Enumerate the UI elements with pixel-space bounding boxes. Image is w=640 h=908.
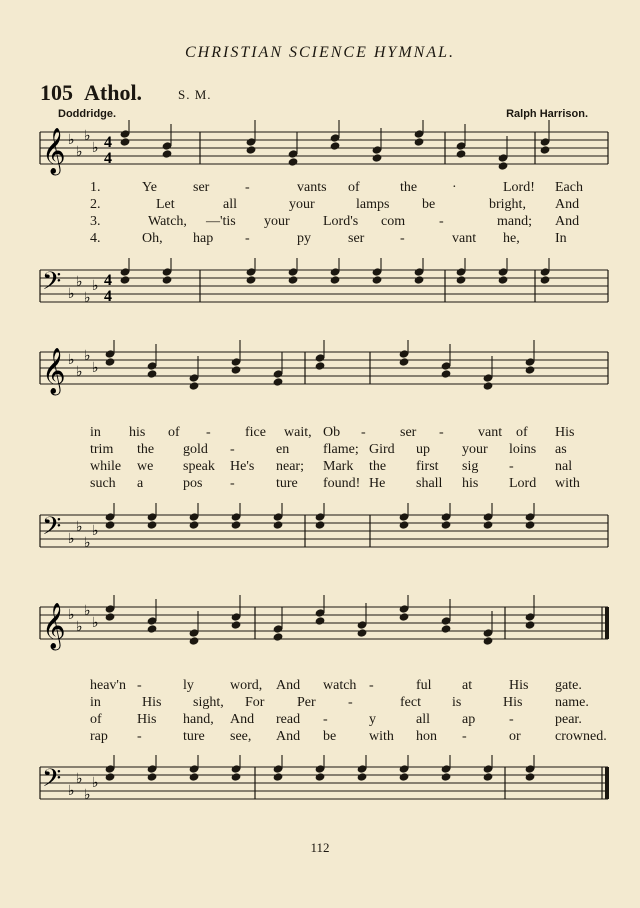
treble-clef-icon: 𝄞	[42, 603, 66, 649]
lyric-syllable: crowned.	[555, 729, 607, 744]
lyric-syllable: -	[509, 459, 514, 474]
hymn-meter: S. M.	[178, 87, 212, 102]
lyric-syllable: sig	[462, 459, 479, 474]
treble-clef-icon: 𝄞	[42, 128, 66, 174]
lyric-syllable: His	[555, 425, 575, 440]
lyric-syllable: -	[323, 712, 328, 727]
lyric-syllable: -	[230, 476, 235, 491]
lyric-syllable: he,	[503, 231, 520, 246]
lyric-syllable: first	[416, 459, 439, 474]
lyric-syllable: 2.	[90, 197, 101, 212]
lyric-syllable: Oh,	[142, 231, 163, 246]
flat-icon: ♭	[92, 615, 99, 631]
lyric-line	[90, 729, 607, 746]
lyric-syllable: -	[462, 729, 467, 744]
bass-staff-system-1	[0, 258, 640, 328]
lyric-syllable: with	[555, 476, 580, 491]
flat-icon: ♭	[92, 360, 99, 376]
lyric-syllable: fect	[400, 695, 421, 710]
flat-icon: ♭	[76, 771, 83, 787]
lyric-syllable: of	[90, 712, 102, 727]
hymn-title: Athol.	[84, 80, 143, 105]
lyric-syllable: name.	[555, 695, 589, 710]
lyric-syllable: gate.	[555, 678, 582, 693]
lyric-syllable: -	[509, 712, 514, 727]
bass-staff-system-3	[0, 755, 640, 835]
time-signature-icon: 4	[104, 150, 112, 167]
lyric-syllable: Mark	[323, 459, 354, 474]
lyric-syllable: flame;	[323, 442, 359, 457]
lyric-syllable: wait,	[284, 425, 312, 440]
lyric-syllable: of	[348, 180, 360, 195]
lyric-syllable: And	[276, 729, 301, 744]
flat-icon: ♭	[68, 352, 75, 368]
lyric-syllable: with	[369, 729, 394, 744]
lyric-syllable: mand;	[497, 214, 532, 229]
lyric-syllable: -	[137, 678, 142, 693]
lyric-line	[90, 197, 600, 214]
lyric-syllable: -	[137, 729, 142, 744]
lyric-syllable: And	[555, 214, 580, 229]
lyric-syllable: ful	[416, 678, 432, 693]
treble-staff-system-3	[0, 595, 640, 675]
lyric-syllable: -	[230, 442, 235, 457]
lyric-line	[90, 712, 600, 729]
lyric-line	[90, 180, 600, 197]
lyric-syllable: all	[223, 197, 237, 212]
lyric-syllable: your	[289, 197, 315, 212]
lyric-line	[90, 459, 600, 476]
lyric-syllable: Gird	[369, 442, 395, 457]
flat-icon: ♭	[84, 535, 91, 551]
lyric-syllable: -	[369, 678, 374, 693]
lyric-syllable: your	[264, 214, 290, 229]
lyric-syllable: see,	[230, 729, 252, 744]
flat-icon: ♭	[76, 274, 83, 290]
lyric-syllable: vant	[452, 231, 477, 246]
lyrics-system-1	[90, 180, 600, 248]
lyric-syllable: —'tis	[206, 214, 236, 229]
lyric-syllable: 4.	[90, 231, 101, 246]
lyric-syllable: of	[168, 425, 180, 440]
flat-icon: ♭	[76, 619, 83, 635]
lyric-syllable: His	[142, 695, 162, 710]
flat-icon: ♭	[68, 531, 75, 547]
time-signature-icon: 4	[104, 272, 112, 289]
lyric-syllable: heav'n	[90, 678, 126, 693]
lyric-syllable: ap	[462, 712, 476, 727]
flat-icon: ♭	[68, 132, 75, 148]
flat-icon: ♭	[76, 519, 83, 535]
lyric-syllable: speak	[183, 459, 215, 474]
hymn-author: Doddridge.	[58, 108, 117, 120]
flat-icon: ♭	[76, 144, 83, 160]
hymn-number: 105	[40, 80, 73, 105]
lyric-syllable: He	[369, 476, 386, 491]
lyric-syllable: rap	[90, 729, 108, 744]
lyric-syllable: com	[381, 214, 406, 229]
lyric-syllable: as	[555, 442, 567, 457]
page-number: 112	[310, 840, 330, 855]
lyric-syllable: such	[90, 476, 116, 491]
lyric-syllable: in	[90, 695, 101, 710]
lyric-syllable: His	[137, 712, 157, 727]
lyric-syllable: lamps	[356, 197, 390, 212]
flat-icon: ♭	[92, 140, 99, 156]
lyric-syllable: His	[509, 678, 529, 693]
lyric-syllable: gold	[183, 442, 208, 457]
lyric-syllable: ly	[183, 678, 194, 693]
lyric-syllable: hap	[193, 231, 214, 246]
lyric-syllable: hand,	[183, 712, 214, 727]
lyric-syllable: your	[462, 442, 488, 457]
lyric-syllable: ture	[183, 729, 205, 744]
lyric-syllable: -	[245, 231, 250, 246]
hymn-composer: Ralph Harrison.	[506, 108, 588, 120]
lyric-syllable: we	[137, 459, 154, 474]
lyric-line	[90, 442, 600, 459]
lyric-syllable: watch	[323, 678, 357, 693]
bass-clef-icon: 𝄢	[42, 267, 62, 302]
lyric-syllable: fice	[245, 425, 266, 440]
lyric-syllable: -	[206, 425, 211, 440]
lyric-syllable: vants	[297, 180, 327, 195]
lyric-syllable: pos	[183, 476, 203, 491]
lyric-syllable: or	[509, 729, 521, 744]
flat-icon: ♭	[84, 348, 91, 364]
lyric-syllable: his	[129, 425, 146, 440]
lyric-syllable: be	[422, 197, 436, 212]
lyric-syllable: of	[516, 425, 528, 440]
lyric-syllable: sight,	[193, 695, 224, 710]
lyric-syllable: the	[369, 459, 387, 474]
lyric-syllable: 3.	[90, 214, 101, 229]
running-head: CHRISTIAN SCIENCE HYMNAL.	[184, 44, 455, 61]
lyric-syllable: hon	[416, 729, 437, 744]
lyric-line	[90, 695, 600, 712]
flat-icon: ♭	[92, 278, 99, 294]
lyric-syllable: Ye	[142, 180, 157, 195]
flat-icon: ♭	[68, 607, 75, 623]
flat-icon: ♭	[92, 775, 99, 791]
lyric-syllable: is	[452, 695, 462, 710]
lyric-syllable: y	[369, 712, 376, 727]
flat-icon: ♭	[68, 286, 75, 302]
lyric-syllable: His	[503, 695, 523, 710]
lyric-syllable: while	[90, 459, 122, 474]
lyric-syllable: pear.	[555, 712, 582, 727]
lyric-syllable: vant	[478, 425, 503, 440]
lyric-syllable: all	[416, 712, 430, 727]
lyric-syllable: For	[245, 695, 265, 710]
lyrics-system-2	[90, 425, 600, 493]
treble-clef-icon: 𝄞	[42, 348, 66, 394]
lyric-syllable: -	[439, 214, 444, 229]
lyric-syllable: ture	[276, 476, 298, 491]
lyric-syllable: -	[348, 695, 353, 710]
lyric-syllable: en	[276, 442, 290, 457]
lyric-syllable: He's	[230, 459, 255, 474]
lyric-syllable: nal	[555, 459, 573, 474]
lyric-syllable: the	[400, 180, 418, 195]
flat-icon: ♭	[84, 603, 91, 619]
flat-icon: ♭	[68, 783, 75, 799]
flat-icon: ♭	[76, 364, 83, 380]
lyric-syllable: Ob	[323, 425, 341, 440]
flat-icon: ♭	[92, 523, 99, 539]
lyric-syllable: a	[137, 476, 144, 491]
lyric-line	[90, 476, 600, 493]
lyric-syllable: trim	[90, 442, 114, 457]
lyric-syllable: -	[439, 425, 444, 440]
treble-staff-system-2	[0, 340, 640, 420]
lyric-syllable: And	[276, 678, 301, 693]
lyric-syllable: Watch,	[148, 214, 187, 229]
lyric-syllable: -	[245, 180, 250, 195]
lyric-syllable: near;	[276, 459, 304, 474]
lyric-syllable: Lord!	[503, 180, 535, 195]
lyric-syllable: -	[400, 231, 405, 246]
lyric-syllable: ser	[400, 425, 417, 440]
lyric-syllable: Lord's	[323, 214, 359, 229]
lyric-syllable: word,	[230, 678, 263, 693]
lyric-syllable: shall	[416, 476, 443, 491]
flat-icon: ♭	[84, 290, 91, 306]
lyric-syllable: 1.	[90, 180, 101, 195]
lyrics-system-3	[90, 678, 607, 746]
lyric-line	[90, 231, 600, 248]
lyric-syllable: Each	[555, 180, 583, 195]
lyric-syllable: up	[416, 442, 430, 457]
time-signature-icon: 4	[104, 288, 112, 305]
lyric-syllable: ser	[348, 231, 365, 246]
flat-icon: ♭	[84, 787, 91, 803]
lyric-syllable: his	[462, 476, 479, 491]
lyric-syllable: And	[230, 712, 255, 727]
lyric-syllable: be	[323, 729, 337, 744]
lyric-syllable: bright,	[489, 197, 526, 212]
lyric-syllable: at	[462, 678, 473, 693]
lyric-syllable: In	[555, 231, 567, 246]
lyric-syllable: Per	[297, 695, 316, 710]
lyric-syllable: Let	[156, 197, 175, 212]
lyric-syllable: read	[276, 712, 301, 727]
lyric-line	[90, 214, 600, 231]
lyric-syllable: in	[90, 425, 101, 440]
lyric-syllable: -	[361, 425, 366, 440]
lyric-syllable: py	[297, 231, 311, 246]
lyric-syllable: loins	[509, 442, 537, 457]
lyric-syllable: the	[137, 442, 155, 457]
flat-icon: ♭	[84, 128, 91, 144]
time-signature-icon: 4	[104, 134, 112, 151]
lyric-syllable: And	[555, 197, 580, 212]
bass-clef-icon: 𝄢	[42, 512, 62, 547]
lyric-syllable: Lord	[509, 476, 537, 491]
lyric-syllable: ·	[452, 180, 457, 195]
lyric-syllable: found!	[323, 476, 361, 491]
bass-clef-icon: 𝄢	[42, 764, 62, 799]
lyric-syllable: ser	[193, 180, 210, 195]
lyric-line	[90, 425, 600, 442]
lyric-line	[90, 678, 600, 695]
bass-staff-system-2	[0, 503, 640, 583]
